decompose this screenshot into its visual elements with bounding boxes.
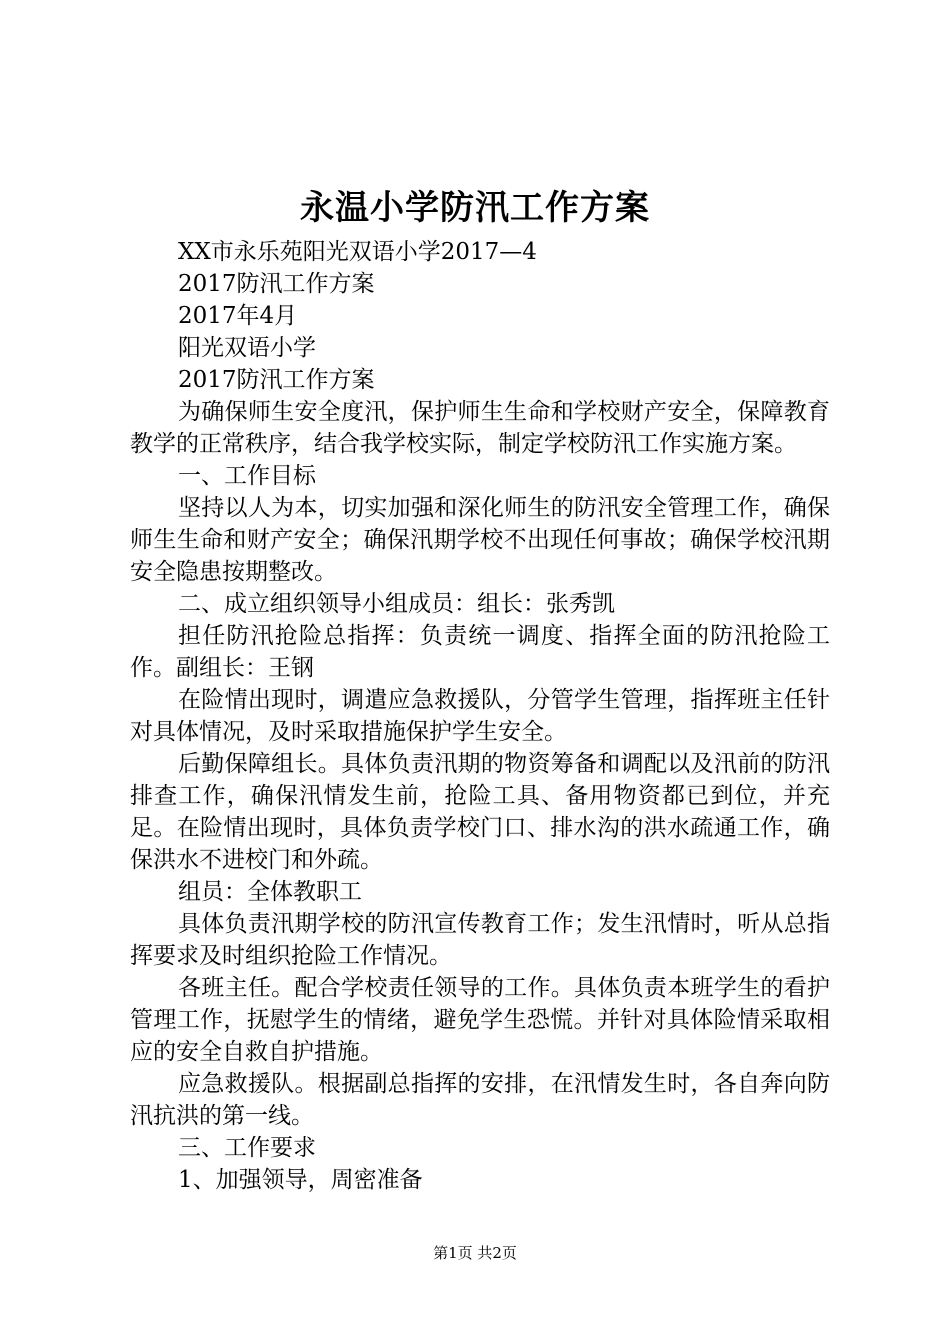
header-line: 阳光双语小学 <box>178 335 316 361</box>
paragraph: 应急救援队。根据副总指挥的安排，在汛情发生时，各自奔向防汛抗洪的第一线。 <box>130 1071 830 1129</box>
header-line: 2017年4月 <box>178 303 298 329</box>
paragraph: 在险情出现时，调遣应急救援队，分管学生管理，指挥班主任针对具体情况，及时采取措施保护学生安全。 <box>130 687 830 745</box>
section-heading: 二、成立组织领导小组成员：组长：张秀凯 <box>178 591 615 617</box>
section-heading: 三、工作要求 <box>178 1135 316 1161</box>
paragraph: 各班主任。配合学校责任领导的工作。具体负责本班学生的看护管理工作，抚慰学生的情绪，避免学生恐慌。并针对具体险情采取相应的安全自救自护措施。 <box>130 975 830 1065</box>
section-heading: 一、工作目标 <box>178 463 316 489</box>
subsection-heading: 1、加强领导，周密准备 <box>178 1167 423 1193</box>
header-line: 2017防汛工作方案 <box>178 367 375 393</box>
document-title: 永温小学防汛工作方案 <box>300 188 650 228</box>
header-line: XX市永乐苑阳光双语小学2017—4 <box>178 239 537 265</box>
paragraph: 组员：全体教职工 <box>178 879 362 905</box>
paragraph: 担任防汛抢险总指挥：负责统一调度、指挥全面的防汛抢险工作。副组长：王钢 <box>130 623 830 681</box>
page-footer: 第1页 共2页 <box>433 1244 517 1262</box>
paragraph: 坚持以人为本，切实加强和深化师生的防汛安全管理工作，确保师生生命和财产安全；确保汛期学校不出现任何事故；确保学校汛期安全隐患按期整改。 <box>130 495 830 585</box>
header-line: 2017防汛工作方案 <box>178 271 375 297</box>
document-body <box>130 236 830 1196</box>
paragraph: 后勤保障组长。具体负责汛期的物资筹备和调配以及汛前的防汛排查工作，确保汛情发生前，抢险工具、备用物资都已到位，并充足。在险情出现时，具体负责学校门口、排水沟的洪水疏通工作，确保洪水不进校门和外疏。 <box>130 751 830 873</box>
paragraph: 为确保师生安全度汛，保护师生生命和学校财产安全，保障教育教学的正常秩序，结合我学校实际，制定学校防汛工作实施方案。 <box>130 399 830 457</box>
paragraph: 具体负责汛期学校的防汛宣传教育工作；发生汛情时，听从总指挥要求及时组织抢险工作情况。 <box>130 911 830 969</box>
